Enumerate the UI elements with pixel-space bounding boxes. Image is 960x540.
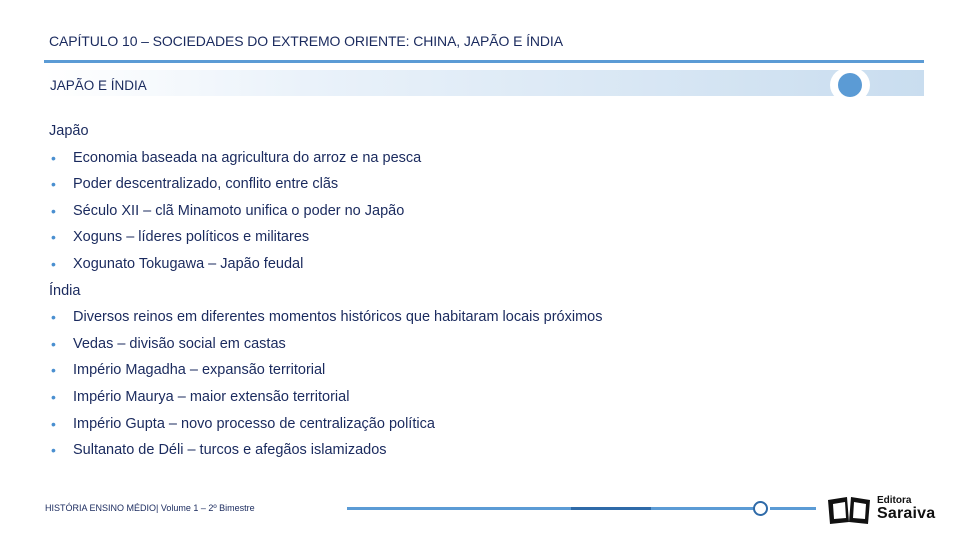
logo-editora-text: Editora [877, 495, 912, 506]
logo-saraiva-text: Saraiva [877, 505, 936, 522]
list-item-text: Vedas – divisão social em castas [73, 335, 286, 352]
list-item-text: Sultanato de Déli – turcos e afegãos islamizados [73, 442, 387, 459]
list-item-text: Diversos reinos em diferentes momentos históricos que habitaram locais próximos [73, 309, 603, 326]
chapter-title: CAPÍTULO 10 – SOCIEDADES DO EXTREMO ORIENTE: CHINA, JAPÃO E ÍNDIA [49, 33, 563, 49]
list-item [49, 224, 909, 251]
footer-ring-icon [753, 501, 768, 516]
list-item [49, 331, 909, 358]
japan-heading: Japão [49, 123, 89, 139]
section-title: JAPÃO E ÍNDIA [50, 78, 147, 93]
list-item [49, 411, 909, 438]
bullet-icon: • [51, 362, 56, 379]
title-rule [44, 60, 924, 63]
bullet-icon: • [51, 442, 56, 459]
publisher-logo [825, 494, 945, 528]
bullet-icon: • [51, 176, 56, 193]
bullet-icon: • [51, 388, 56, 405]
india-list [49, 304, 909, 464]
india-heading: Índia [49, 282, 81, 299]
list-item-text: Xogunato Tokugawa – Japão feudal [73, 255, 304, 272]
bullet-icon: • [51, 255, 56, 272]
bullet-icon: • [51, 229, 56, 246]
japan-list [49, 145, 909, 278]
list-item-text: Império Magadha – expansão territorial [73, 362, 326, 379]
slide-content [49, 118, 909, 464]
bullet-icon: • [51, 415, 56, 432]
list-item [49, 145, 909, 172]
book-icon [825, 494, 875, 526]
band-circle [830, 67, 870, 103]
bullet-icon: • [51, 202, 56, 219]
bullet-icon: • [51, 309, 56, 326]
list-item-text: Império Maurya – maior extensão territorial [73, 388, 350, 405]
list-item [49, 171, 909, 198]
list-item-text: Século XII – clã Minamoto unifica o poder no Japão [73, 202, 405, 219]
list-item [49, 304, 909, 331]
section-band [44, 70, 924, 96]
list-item [49, 357, 909, 384]
footer-text: HISTÓRIA ENSINO MÉDIO| Volume 1 – 2º Bimestre [45, 503, 255, 513]
list-item [49, 251, 909, 278]
footer-line-highlight [571, 507, 651, 510]
list-item-text: Xoguns – líderes políticos e militares [73, 229, 310, 246]
list-item-text: Império Gupta – novo processo de centralização política [73, 415, 435, 432]
bullet-icon: • [51, 149, 56, 166]
list-item [49, 384, 909, 411]
band-circle-dot [838, 73, 862, 97]
footer-line-tail [770, 507, 816, 510]
footer-line [347, 507, 755, 510]
list-item [49, 198, 909, 225]
list-item [49, 437, 909, 464]
bullet-icon: • [51, 335, 56, 352]
list-item-text: Poder descentralizado, conflito entre clãs [73, 176, 339, 193]
list-item-text: Economia baseada na agricultura do arroz e na pesca [73, 149, 422, 166]
